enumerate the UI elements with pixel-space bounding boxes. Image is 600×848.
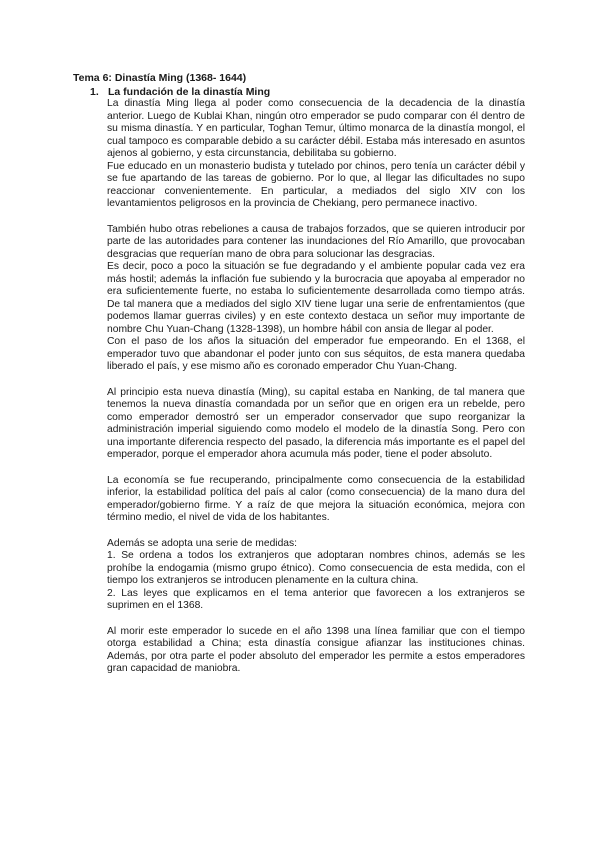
paragraph: La dinastía Ming llega al poder como consecuencia de la decadencia de la dinastía anterior. Luego de Kublai Khan, ningún otro emperador se pudo comparar con él dentro de su misma dinastía. Y en particular, Toghan Temur, último monarca de la dinastía mongol, el cual tampoco es comparable debido a su carácter débil. Estaba más interesado en asuntos ajenos al gobierno, y esta circunstancia, debilitaba su gobierno.	[107, 98, 525, 159]
paragraph: Con el paso de los años la situación del emperador fue empeorando. En el 1368, el emperador tuvo que abandonar el poder junto con sus séquitos, de esta manera quedaba liberado el país, y ese mismo año es coronado emperador Chu Yuan-Chang.	[107, 336, 525, 372]
paragraph: Al principio esta nueva dinastía (Ming), su capital estaba en Nanking, de tal manera que tenemos la nueva dinastía comandada por un señor que en origen era un rebelde, pero como emperador demostró ser un emperador conservador que supo reorganizar la administración imperial siguiendo como modelo el modelo de la dinastía Song. Pero con una importante diferencia respecto del pasado, la diferencia más importante es el papel del emperador, porque el emperador ahora acumula más poder, tiene el poder absoluto.	[107, 386, 525, 460]
list-item: 1. Se ordena a todos los extranjeros que adoptaran nombres chinos, además se les prohíbe la endogamia (mismo grupo étnico). Como consecuencia de esta medida, con el tiempo los extranjeros se introducen plenamente en la cultura china.	[107, 550, 525, 586]
document-title: Tema 6: Dinastía Ming (1368- 1644)	[73, 72, 247, 84]
paragraph: Fue educado en un monasterio budista y tutelado por chinos, pero tenía un carácter débil y se fue apartando de las tareas de gobierno. Por lo que, al llegar las dificultades no supo reaccionar convenientemente. En particular, a mediados del siglo XIV con los levantamientos peligrosos en la provincia de Chekiang, pero permanece inactivo.	[107, 160, 525, 209]
paragraph: Es decir, poco a poco la situación se fue degradando y el ambiente popular cada vez era más hostil; además la inflación fue subiendo y la burocracia que apoyaba al emperador no era suficientemente fuerte, no estaba lo suficientemente desarrollada como tiempo atrás. De tal manera que a mediados del siglo XIV tiene lugar una serie de enfrentamientos (que podemos llamar guerras civiles) y en este contexto destaca un señor muy importante de nombre Chu Yuan-Chang (1328-1398), un hombre hábil con ansia de llegar al poder.	[107, 261, 525, 335]
section-heading-text: La fundación de la dinastía Ming	[108, 86, 271, 98]
paragraph: La economía se fue recuperando, principalmente como consecuencia de la estabilidad inferior, la estabilidad política del país al calor (como consecuencia) de la mano dura del emperador/gobierno firme. Y a raíz de que mejora la situación económica, mejora con término medio, el nivel de vida de los habitantes.	[107, 474, 525, 523]
paragraph: Al morir este emperador lo sucede en el año 1398 una línea familiar que con el tiempo otorga estabilidad a China; esta dinastía consigue afianzar las instituciones chinas. Además, por otra parte el poder absoluto del emperador les permite a estos emperadores gran capacidad de maniobra.	[107, 625, 525, 674]
section-number: 1.	[90, 86, 99, 98]
paragraph: Además se adopta una serie de medidas:	[107, 537, 298, 549]
paragraph: También hubo otras rebeliones a causa de trabajos forzados, que se quieren introducir por parte de las autoridades para contener las inundaciones del Río Amarillo, que provocaban desgracias que requerían mano de obra para solucionar las desgracias.	[107, 223, 525, 260]
document-body	[107, 98, 525, 676]
list-item: 2. Las leyes que explicamos en el tema anterior que favorecen a los extranjeros se suprimen en el 1368.	[107, 587, 525, 611]
